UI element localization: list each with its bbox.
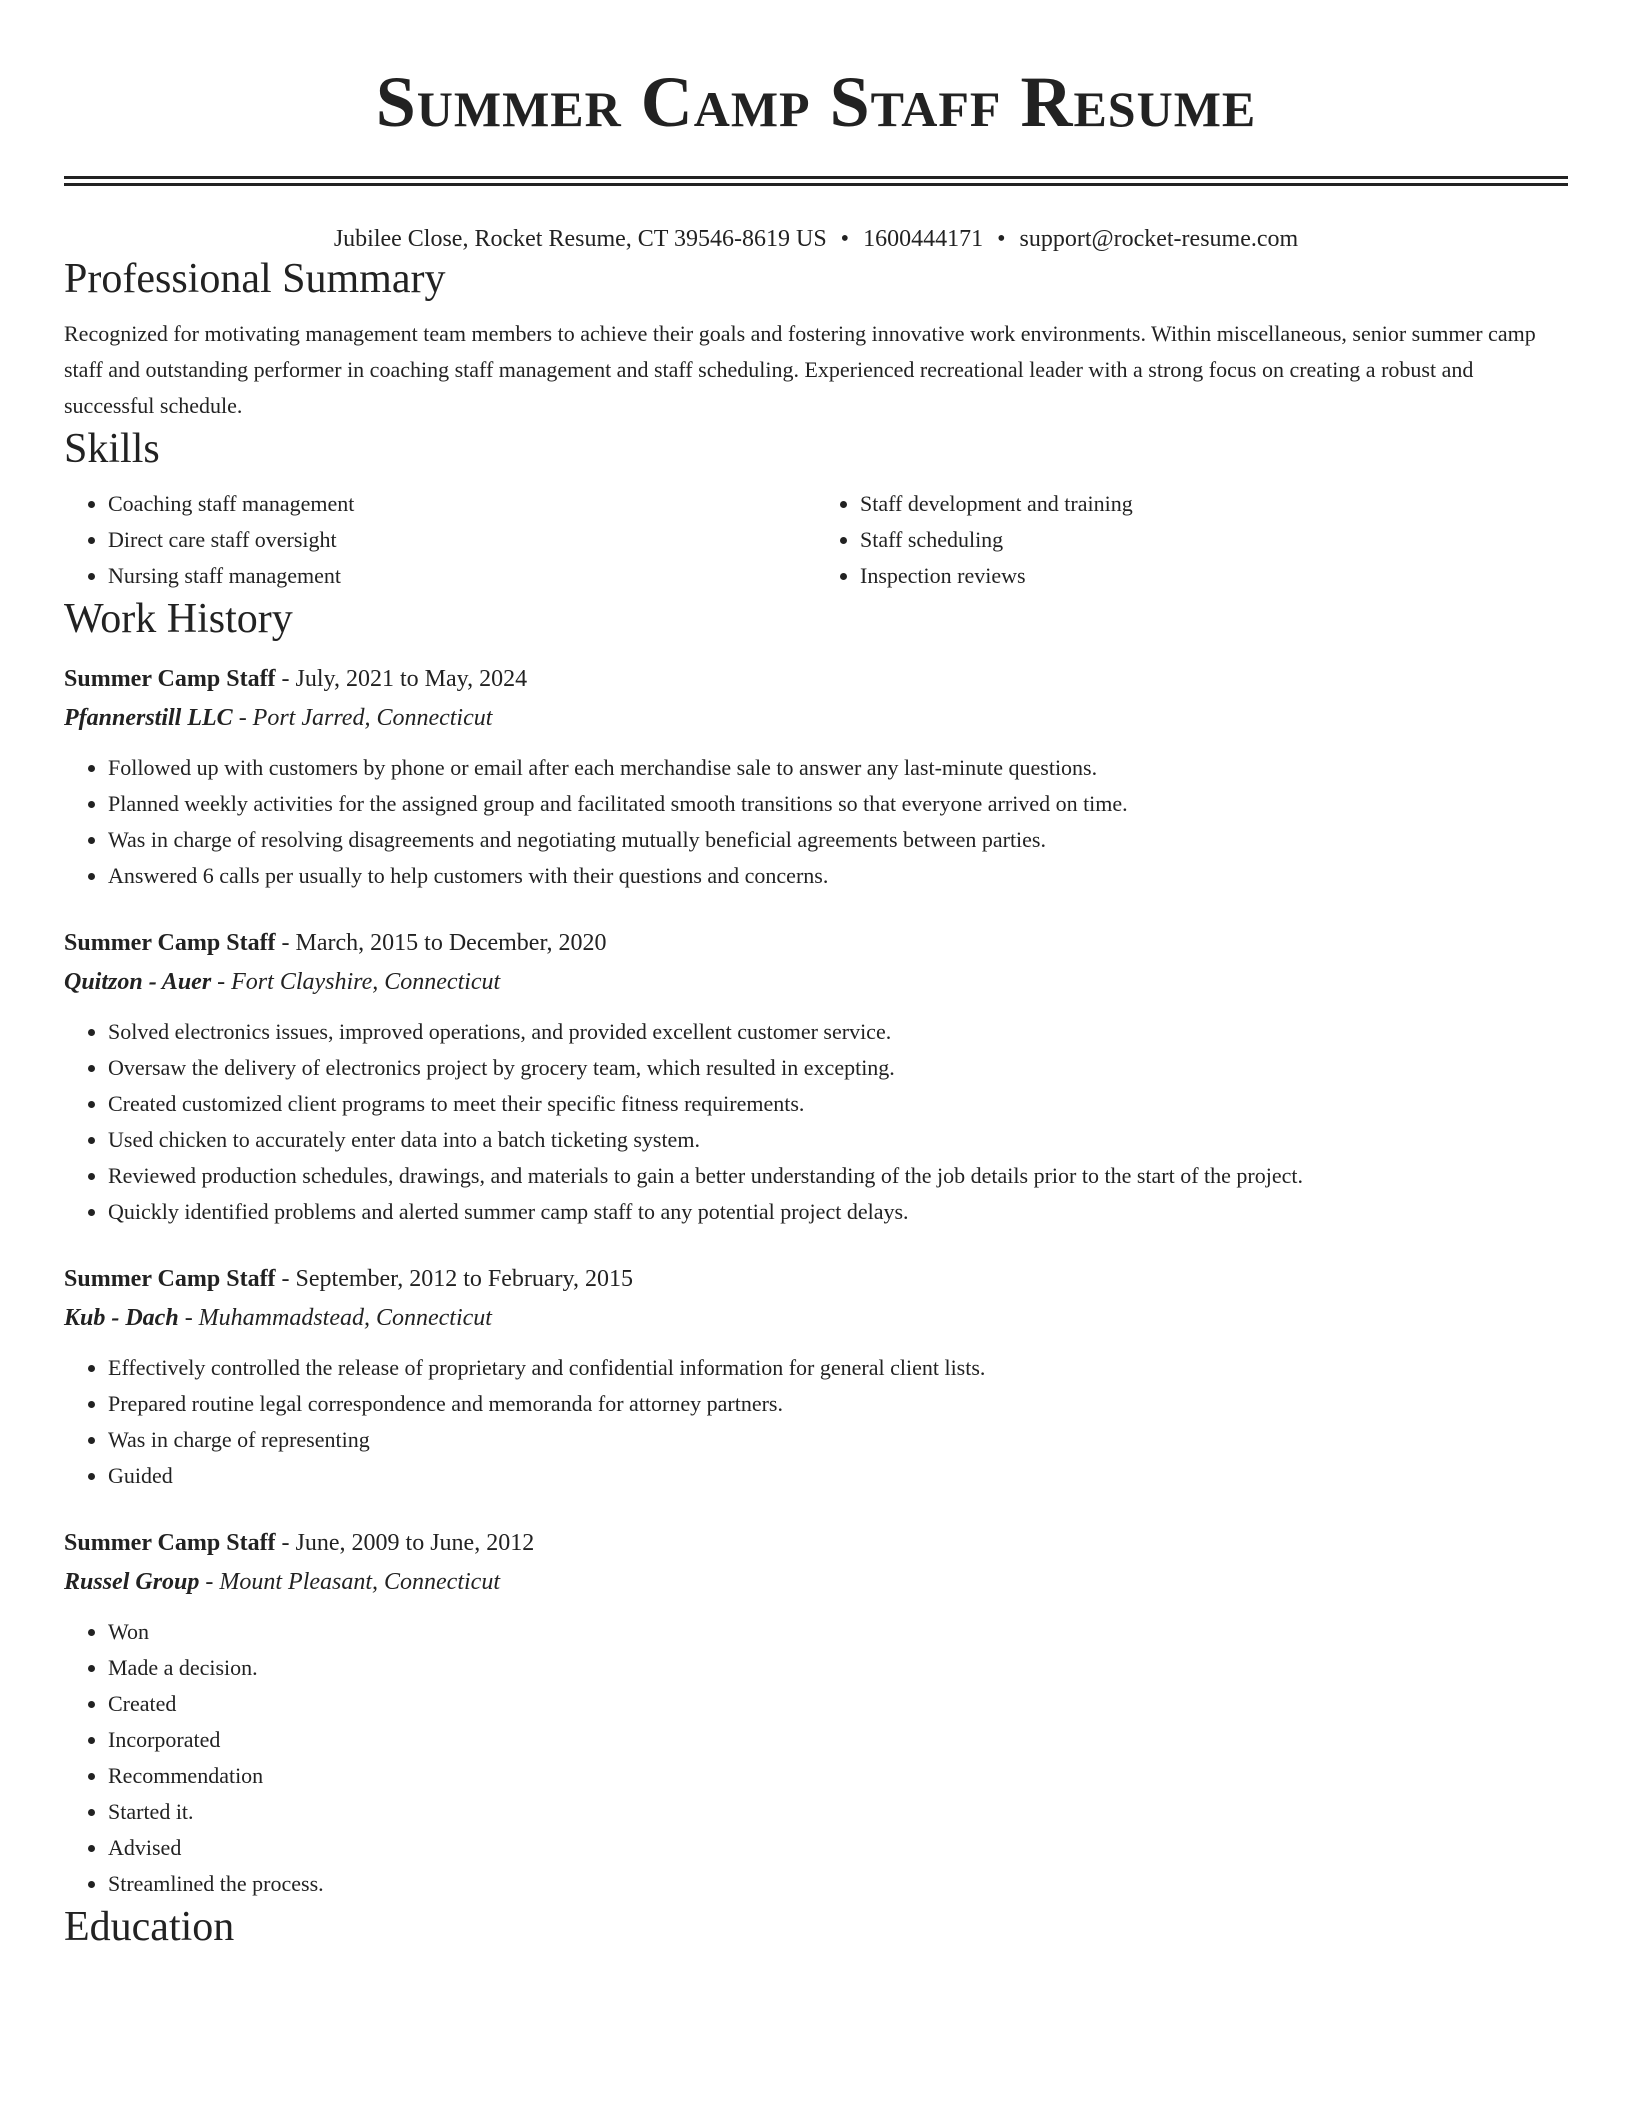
- job-bullet: • Answered 6 calls per usually to help customers with their questions and concerns.: [108, 858, 1568, 894]
- skill-item: • Direct care staff oversight: [108, 522, 816, 558]
- contact-separator: •: [840, 226, 850, 252]
- skill-item: • Staff development and training: [860, 486, 1568, 522]
- job-entry: [64, 1524, 1568, 1902]
- company-location: - Port Jarred, Connecticut: [232, 705, 493, 731]
- contact-line: [64, 224, 1568, 254]
- skill-item: • Coaching staff management: [108, 486, 816, 522]
- job-bullet: • Reviewed production schedules, drawings, and materials to gain a better understanding of the job details prior to the start of the project.: [108, 1158, 1568, 1194]
- job-bullet: • Used chicken to accurately enter data into a batch ticketing system.: [108, 1122, 1568, 1158]
- job-title-line: [64, 660, 1568, 698]
- job-bullets: [64, 1350, 1568, 1494]
- skills-list-right: [816, 486, 1568, 594]
- contact-address: Jubilee Close, Rocket Resume, CT 39546-8619 US: [333, 226, 827, 252]
- job-entry: [64, 660, 1568, 894]
- job-dates: - July, 2021 to May, 2024: [275, 666, 528, 692]
- job-dates: - September, 2012 to February, 2015: [275, 1266, 633, 1292]
- summary-heading: Professional Summary: [64, 256, 446, 302]
- company-name: Kub - Dach: [64, 1305, 179, 1331]
- job-bullets: [64, 1014, 1568, 1230]
- skills-grid: [64, 486, 1568, 594]
- job-title: Summer Camp Staff: [64, 666, 276, 692]
- skill-item: • Staff scheduling: [860, 522, 1568, 558]
- work-history-heading: Work History: [64, 596, 293, 642]
- job-bullet: • Created customized client programs to meet their specific fitness requirements.: [108, 1086, 1568, 1122]
- job-title-line: [64, 1524, 1568, 1562]
- job-title: Summer Camp Staff: [64, 1266, 276, 1292]
- company-line: [64, 1562, 1568, 1602]
- company-name: Russel Group: [64, 1569, 200, 1595]
- job-title: Summer Camp Staff: [64, 1530, 276, 1556]
- job-dates: - June, 2009 to June, 2012: [275, 1530, 535, 1556]
- job-entry: [64, 1260, 1568, 1494]
- job-bullet: • Quickly identified problems and alerted summer camp staff to any potential project delays.: [108, 1194, 1568, 1230]
- job-bullet: • Prepared routine legal correspondence and memoranda for attorney partners.: [108, 1386, 1568, 1422]
- job-bullet: • Guided: [108, 1458, 1568, 1494]
- job-title-line: [64, 1260, 1568, 1298]
- job-bullet: • Oversaw the delivery of electronics project by grocery team, which resulted in excepting.: [108, 1050, 1568, 1086]
- job-bullet: • Made a decision.: [108, 1650, 1568, 1686]
- skill-item: • Nursing staff management: [108, 558, 816, 594]
- contact-email: support@rocket-resume.com: [1019, 226, 1299, 252]
- job-bullet: • Recommendation: [108, 1758, 1568, 1794]
- education-heading: Education: [64, 1904, 235, 1950]
- skill-item: • Inspection reviews: [860, 558, 1568, 594]
- job-bullet: • Effectively controlled the release of proprietary and confidential information for general client lists.: [108, 1350, 1568, 1386]
- contact-separator: •: [997, 226, 1006, 252]
- job-bullet: • Won: [108, 1614, 1568, 1650]
- job-bullet: • Streamlined the process.: [108, 1866, 1568, 1902]
- skills-list-left: [64, 486, 816, 594]
- job-bullet: • Created: [108, 1686, 1568, 1722]
- title-double-rule: [64, 176, 1568, 186]
- job-bullets: [64, 750, 1568, 894]
- company-location: - Muhammadstead, Connecticut: [178, 1305, 492, 1331]
- company-line: [64, 698, 1568, 738]
- job-dates: - March, 2015 to December, 2020: [275, 930, 607, 956]
- company-location: - Mount Pleasant, Connecticut: [199, 1569, 500, 1595]
- skills-heading: Skills: [64, 426, 160, 472]
- resume-title: Summer Camp Staff Resume: [375, 62, 1257, 142]
- company-line: [64, 962, 1568, 1002]
- job-bullet: • Solved electronics issues, improved operations, and provided excellent customer service.: [108, 1014, 1568, 1050]
- company-name: Pfannerstill LLC: [64, 705, 233, 731]
- summary-text: Recognized for motivating management team members to achieve their goals and fostering innovative work environments. Within miscellaneous, senior summer camp staff and outstanding performer in coaching staff management and staff scheduling. Experienced recreational leader with a strong focus on creating a robust and successful schedule.: [64, 321, 1536, 418]
- job-bullet: • Advised: [108, 1830, 1568, 1866]
- job-bullet: • Followed up with customers by phone or email after each merchandise sale to answer any last-minute questions.: [108, 750, 1568, 786]
- job-entry: [64, 924, 1568, 1230]
- job-title: Summer Camp Staff: [64, 930, 276, 956]
- job-bullet: • Planned weekly activities for the assigned group and facilitated smooth transitions so that everyone arrived on time.: [108, 786, 1568, 822]
- company-line: [64, 1298, 1568, 1338]
- company-name: Quitzon - Auer: [64, 969, 212, 995]
- company-location: - Fort Clayshire, Connecticut: [211, 969, 501, 995]
- contact-phone: 1600444171: [863, 226, 984, 252]
- job-bullets: [64, 1614, 1568, 1902]
- job-bullet: • Started it.: [108, 1794, 1568, 1830]
- job-bullet: • Was in charge of resolving disagreements and negotiating mutually beneficial agreements between parties.: [108, 822, 1568, 858]
- job-bullet: • Was in charge of representing: [108, 1422, 1568, 1458]
- job-bullet: • Incorporated: [108, 1722, 1568, 1758]
- job-title-line: [64, 924, 1568, 962]
